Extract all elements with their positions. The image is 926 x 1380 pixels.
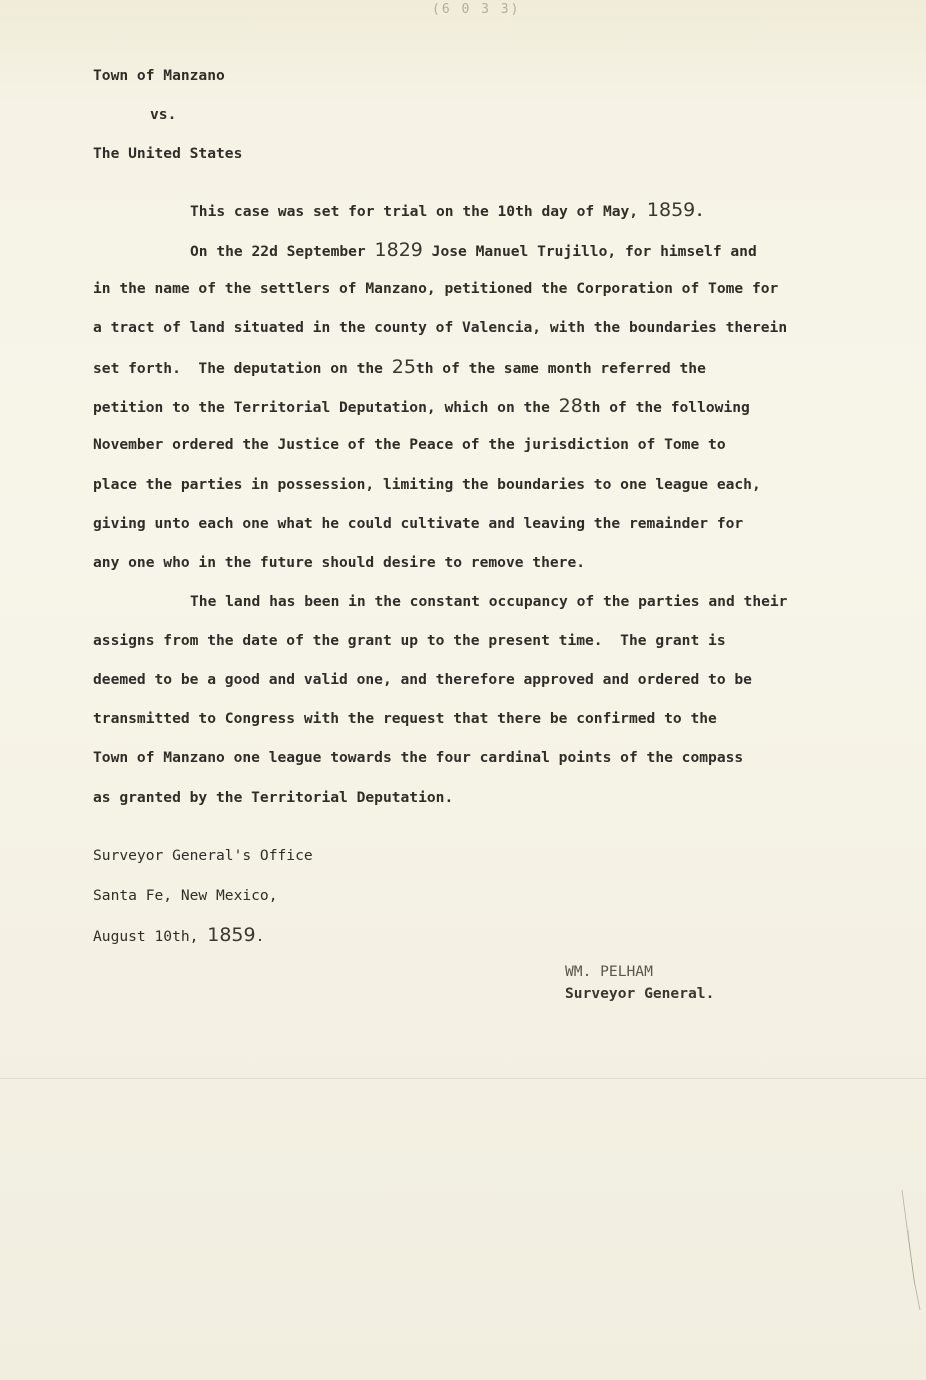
trial-year: 1859 (646, 199, 696, 221)
signatory-title: Surveyor General. (565, 985, 715, 1002)
occupancy-line-2: assigns from the date of the grant up to the present time. The grant is (93, 632, 726, 649)
occupancy-line-1: The land has been in the constant occupancy of the parties and their (190, 593, 788, 610)
trial-date-period: . (695, 203, 705, 220)
occupancy-line-5: Town of Manzano one league towards the four cardinal points of the compass (93, 749, 744, 766)
archive-stamp-mark: (6 0 3 3) (432, 2, 521, 17)
november-day: 28 (558, 395, 583, 417)
caption-defendant: The United States (93, 145, 243, 162)
petition-line-1b: Jose Manuel Trujillo, for himself and (422, 243, 757, 260)
petition-line-5b: th of the following (582, 399, 750, 416)
office-date-year: 1859 (207, 924, 256, 946)
pencil-mark (900, 1190, 922, 1310)
occupancy-line-3: deemed to be a good and valid one, and therefore approved and ordered to be (93, 671, 752, 688)
paragraph-trial-date (190, 200, 704, 222)
office-date (93, 925, 264, 947)
petition-line-1a: On the 22d September (190, 243, 375, 260)
paragraph-trial-date-text: This case was set for trial on the 10th day of May, (190, 203, 647, 220)
signatory-name: WM. PELHAM (565, 963, 653, 980)
caption-versus: vs. (150, 106, 177, 123)
caption-plaintiff: Town of Manzano (93, 67, 225, 84)
occupancy-line-4: transmitted to Congress with the request that there be confirmed to the (93, 710, 717, 727)
petition-line-4 (93, 357, 706, 379)
office-date-period: . (255, 928, 265, 945)
paper-fold-line (0, 1078, 926, 1079)
petition-line-7: place the parties in possession, limiting the boundaries to one league each, (93, 476, 761, 493)
petition-line-2: in the name of the settlers of Manzano, petitioned the Corporation of Tome for (93, 280, 779, 297)
petition-line-4a: set forth. The deputation on the (93, 360, 392, 377)
office-date-text: August 10th, (93, 928, 208, 945)
petition-line-5a: petition to the Territorial Deputation, which on the (93, 399, 559, 416)
office-name: Surveyor General's Office (93, 847, 313, 864)
deputation-day: 25 (391, 356, 416, 378)
occupancy-line-6: as granted by the Territorial Deputation. (93, 789, 454, 806)
petition-line-8: giving unto each one what he could cultivate and leaving the remainder for (93, 515, 744, 532)
petition-year: 1829 (374, 239, 423, 261)
petition-line-1 (190, 240, 757, 262)
petition-line-4b: th of the same month referred the (415, 360, 706, 377)
petition-line-3: a tract of land situated in the county of Valencia, with the boundaries therein (93, 319, 788, 336)
petition-line-5 (93, 396, 750, 418)
office-location: Santa Fe, New Mexico, (93, 887, 278, 904)
petition-line-6: November ordered the Justice of the Peace of the jurisdiction of Tome to (93, 436, 726, 453)
petition-line-9: any one who in the future should desire to remove there. (93, 554, 586, 571)
